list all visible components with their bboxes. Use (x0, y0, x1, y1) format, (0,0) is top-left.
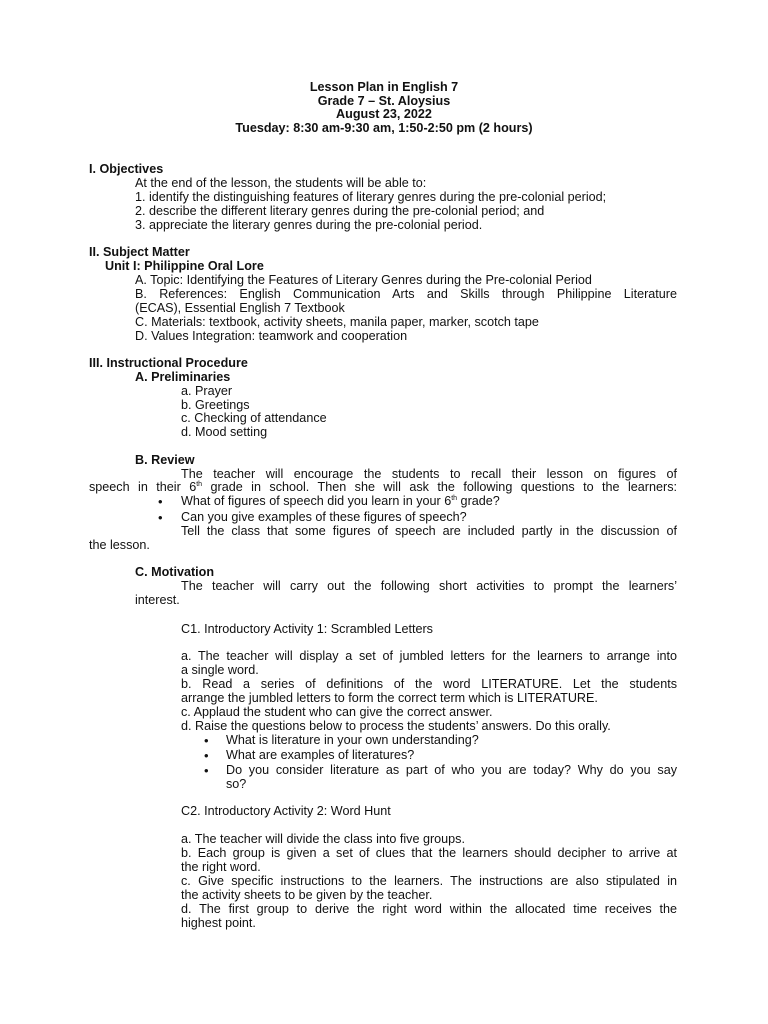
preliminary-item: d. Mood setting (181, 425, 268, 439)
review-paragraph-line2 (89, 481, 677, 495)
objective-item: 2. describe the different literary genres during the pre-colonial period; and (135, 204, 545, 218)
bullet-icon: • (158, 494, 163, 509)
review-paragraph-line1: The teacher will encourage the students to recall their lesson on figures of (181, 467, 677, 481)
objectives-intro: At the end of the lesson, the students will be able to: (135, 176, 427, 190)
subject-materials: C. Materials: textbook, activity sheets, manila paper, marker, scotch tape (135, 315, 539, 329)
motivation-paragraph-line2: interest. (135, 593, 180, 607)
ordinal-suffix: th (196, 481, 203, 488)
review-question-text: grade? (457, 494, 500, 508)
subject-values: D. Values Integration: teamwork and cooperation (135, 329, 408, 343)
activity2-step-c-line1: c. Give specific instructions to the learners. The instructions are also stipulated in (181, 874, 677, 888)
activity1-step-a-line2: a single word. (181, 663, 259, 677)
preliminary-item: a. Prayer (181, 384, 233, 398)
activity1-step-a-line1: a. The teacher will display a set of jumbled letters for the learners to arrange into (181, 649, 677, 663)
activity2-step-b-line1: b. Each group is given a set of clues that the learners should decipher to arrive at (181, 846, 677, 860)
activity1-title: C1. Introductory Activity 1: Scrambled Letters (181, 622, 433, 636)
bullet-icon: • (204, 763, 209, 778)
subject-references-line1: B. References: English Communication Arts and Skills through Philippine Literature (135, 287, 677, 301)
activity1-step-b-line1: b. Read a series of definitions of the word LITERATURE. Let the students (181, 677, 677, 691)
review-text-part: grade in school. Then she will ask the following questions to the learners: (202, 480, 677, 494)
objective-item: 1. identify the distinguishing features of literary genres during the pre-colonial period; (135, 190, 607, 204)
review-text-part: speech in their 6 (89, 480, 197, 494)
objective-item: 3. appreciate the literary genres during the pre-colonial period. (135, 218, 483, 232)
lesson-date: August 23, 2022 (336, 107, 432, 121)
activity1-question-line2: so? (226, 777, 247, 791)
preliminary-item: c. Checking of attendance (181, 411, 327, 425)
review-heading: B. Review (135, 453, 195, 467)
motivation-heading: C. Motivation (135, 565, 215, 579)
activity1-step-c: c. Applaud the student who can give the correct answer. (181, 705, 493, 719)
activity2-step-a: a. The teacher will divide the class into five groups. (181, 832, 465, 846)
motivation-paragraph-line1: The teacher will carry out the following short activities to prompt the learners’ (181, 579, 677, 593)
activity1-step-d: d. Raise the questions below to process the students’ answers. Do this orally. (181, 719, 611, 733)
bullet-icon: • (204, 748, 209, 763)
procedure-heading: III. Instructional Procedure (89, 356, 248, 370)
document-title: Lesson Plan in English 7 (309, 80, 459, 94)
grade-section: Grade 7 – St. Aloysius (317, 94, 451, 108)
preliminaries-heading: A. Preliminaries (135, 370, 231, 384)
review-question: Can you give examples of these figures of speech? (181, 510, 467, 524)
activity1-step-b-line2: arrange the jumbled letters to form the correct term which is LITERATURE. (181, 691, 598, 705)
subject-heading: II. Subject Matter (89, 245, 190, 259)
review-closing-line2: the lesson. (89, 538, 150, 552)
objectives-heading: I. Objectives (89, 162, 164, 176)
review-question-text: What of figures of speech did you learn in your 6 (181, 494, 452, 508)
bullet-icon: • (158, 510, 163, 525)
activity2-step-c-line2: the activity sheets to be given by the teacher. (181, 888, 433, 902)
activity2-step-d-line2: highest point. (181, 916, 256, 930)
preliminary-item: b. Greetings (181, 398, 250, 412)
subject-topic: A. Topic: Identifying the Features of Literary Genres during the Pre-colonial Period (135, 273, 592, 287)
activity2-title: C2. Introductory Activity 2: Word Hunt (181, 804, 391, 818)
activity2-step-d-line1: d. The first group to derive the right word within the allocated time receives the (181, 902, 677, 916)
review-question (181, 495, 500, 509)
activity1-question: What are examples of literatures? (226, 748, 415, 762)
lesson-schedule: Tuesday: 8:30 am-9:30 am, 1:50-2:50 pm (2 hours) (235, 121, 533, 135)
activity1-question-line1: Do you consider literature as part of who you are today? Why do you say (226, 763, 677, 777)
unit-title: Unit I: Philippine Oral Lore (105, 259, 264, 273)
subject-references-line2: (ECAS), Essential English 7 Textbook (135, 301, 345, 315)
activity1-question: What is literature in your own understanding? (226, 733, 479, 747)
bullet-icon: • (204, 733, 209, 748)
activity2-step-b-line2: the right word. (181, 860, 261, 874)
review-closing-line1: Tell the class that some figures of speech are included partly in the discussion of (181, 524, 677, 538)
ordinal-suffix: th (451, 495, 458, 502)
